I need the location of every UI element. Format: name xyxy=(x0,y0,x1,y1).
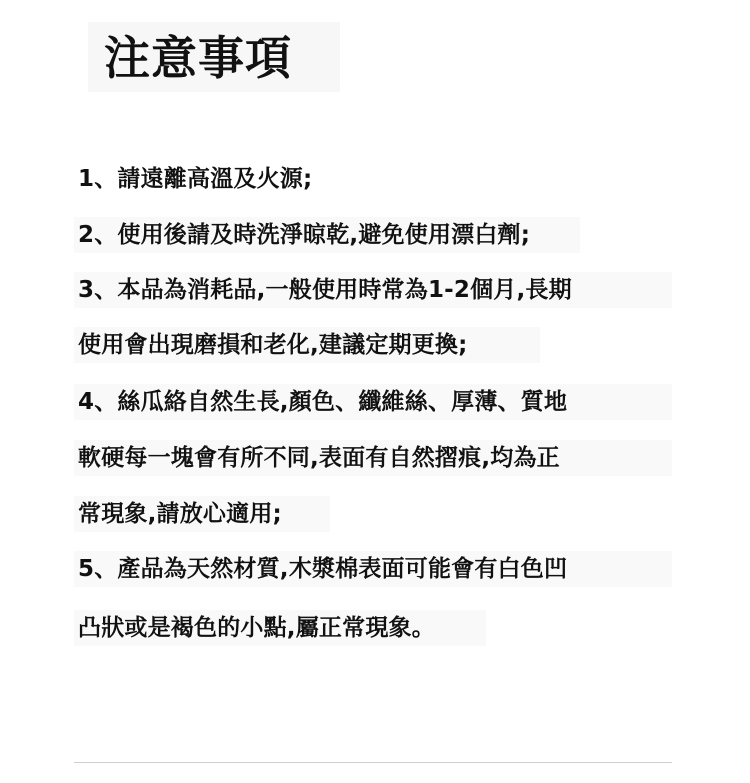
notice-line: 使用會出現磨損和老化,建議定期更換; xyxy=(78,332,468,358)
notice-line: 5、產品為天然材質,木漿棉表面可能會有白色凹 xyxy=(78,556,568,582)
notice-line: 軟硬每一塊會有所不同,表面有自然摺痕,均為正 xyxy=(78,445,560,471)
divider xyxy=(74,762,672,763)
page-title: 注意事項 xyxy=(104,31,292,85)
notice-line: 1、請遠離高溫及火源; xyxy=(78,166,313,192)
notice-line: 3、本品為消耗品,一般使用時常為1-2個月,長期 xyxy=(78,277,572,303)
notice-line: 凸狀或是褐色的小點,屬正常現象。 xyxy=(78,615,435,641)
notice-line: 2、使用後請及時洗淨晾乾,避免使用漂白劑; xyxy=(78,222,531,248)
notice-line: 4、絲瓜絡自然生長,顏色、纖維絲、厚薄、質地 xyxy=(78,389,568,415)
notice-line: 常現象,請放心適用; xyxy=(78,501,282,527)
